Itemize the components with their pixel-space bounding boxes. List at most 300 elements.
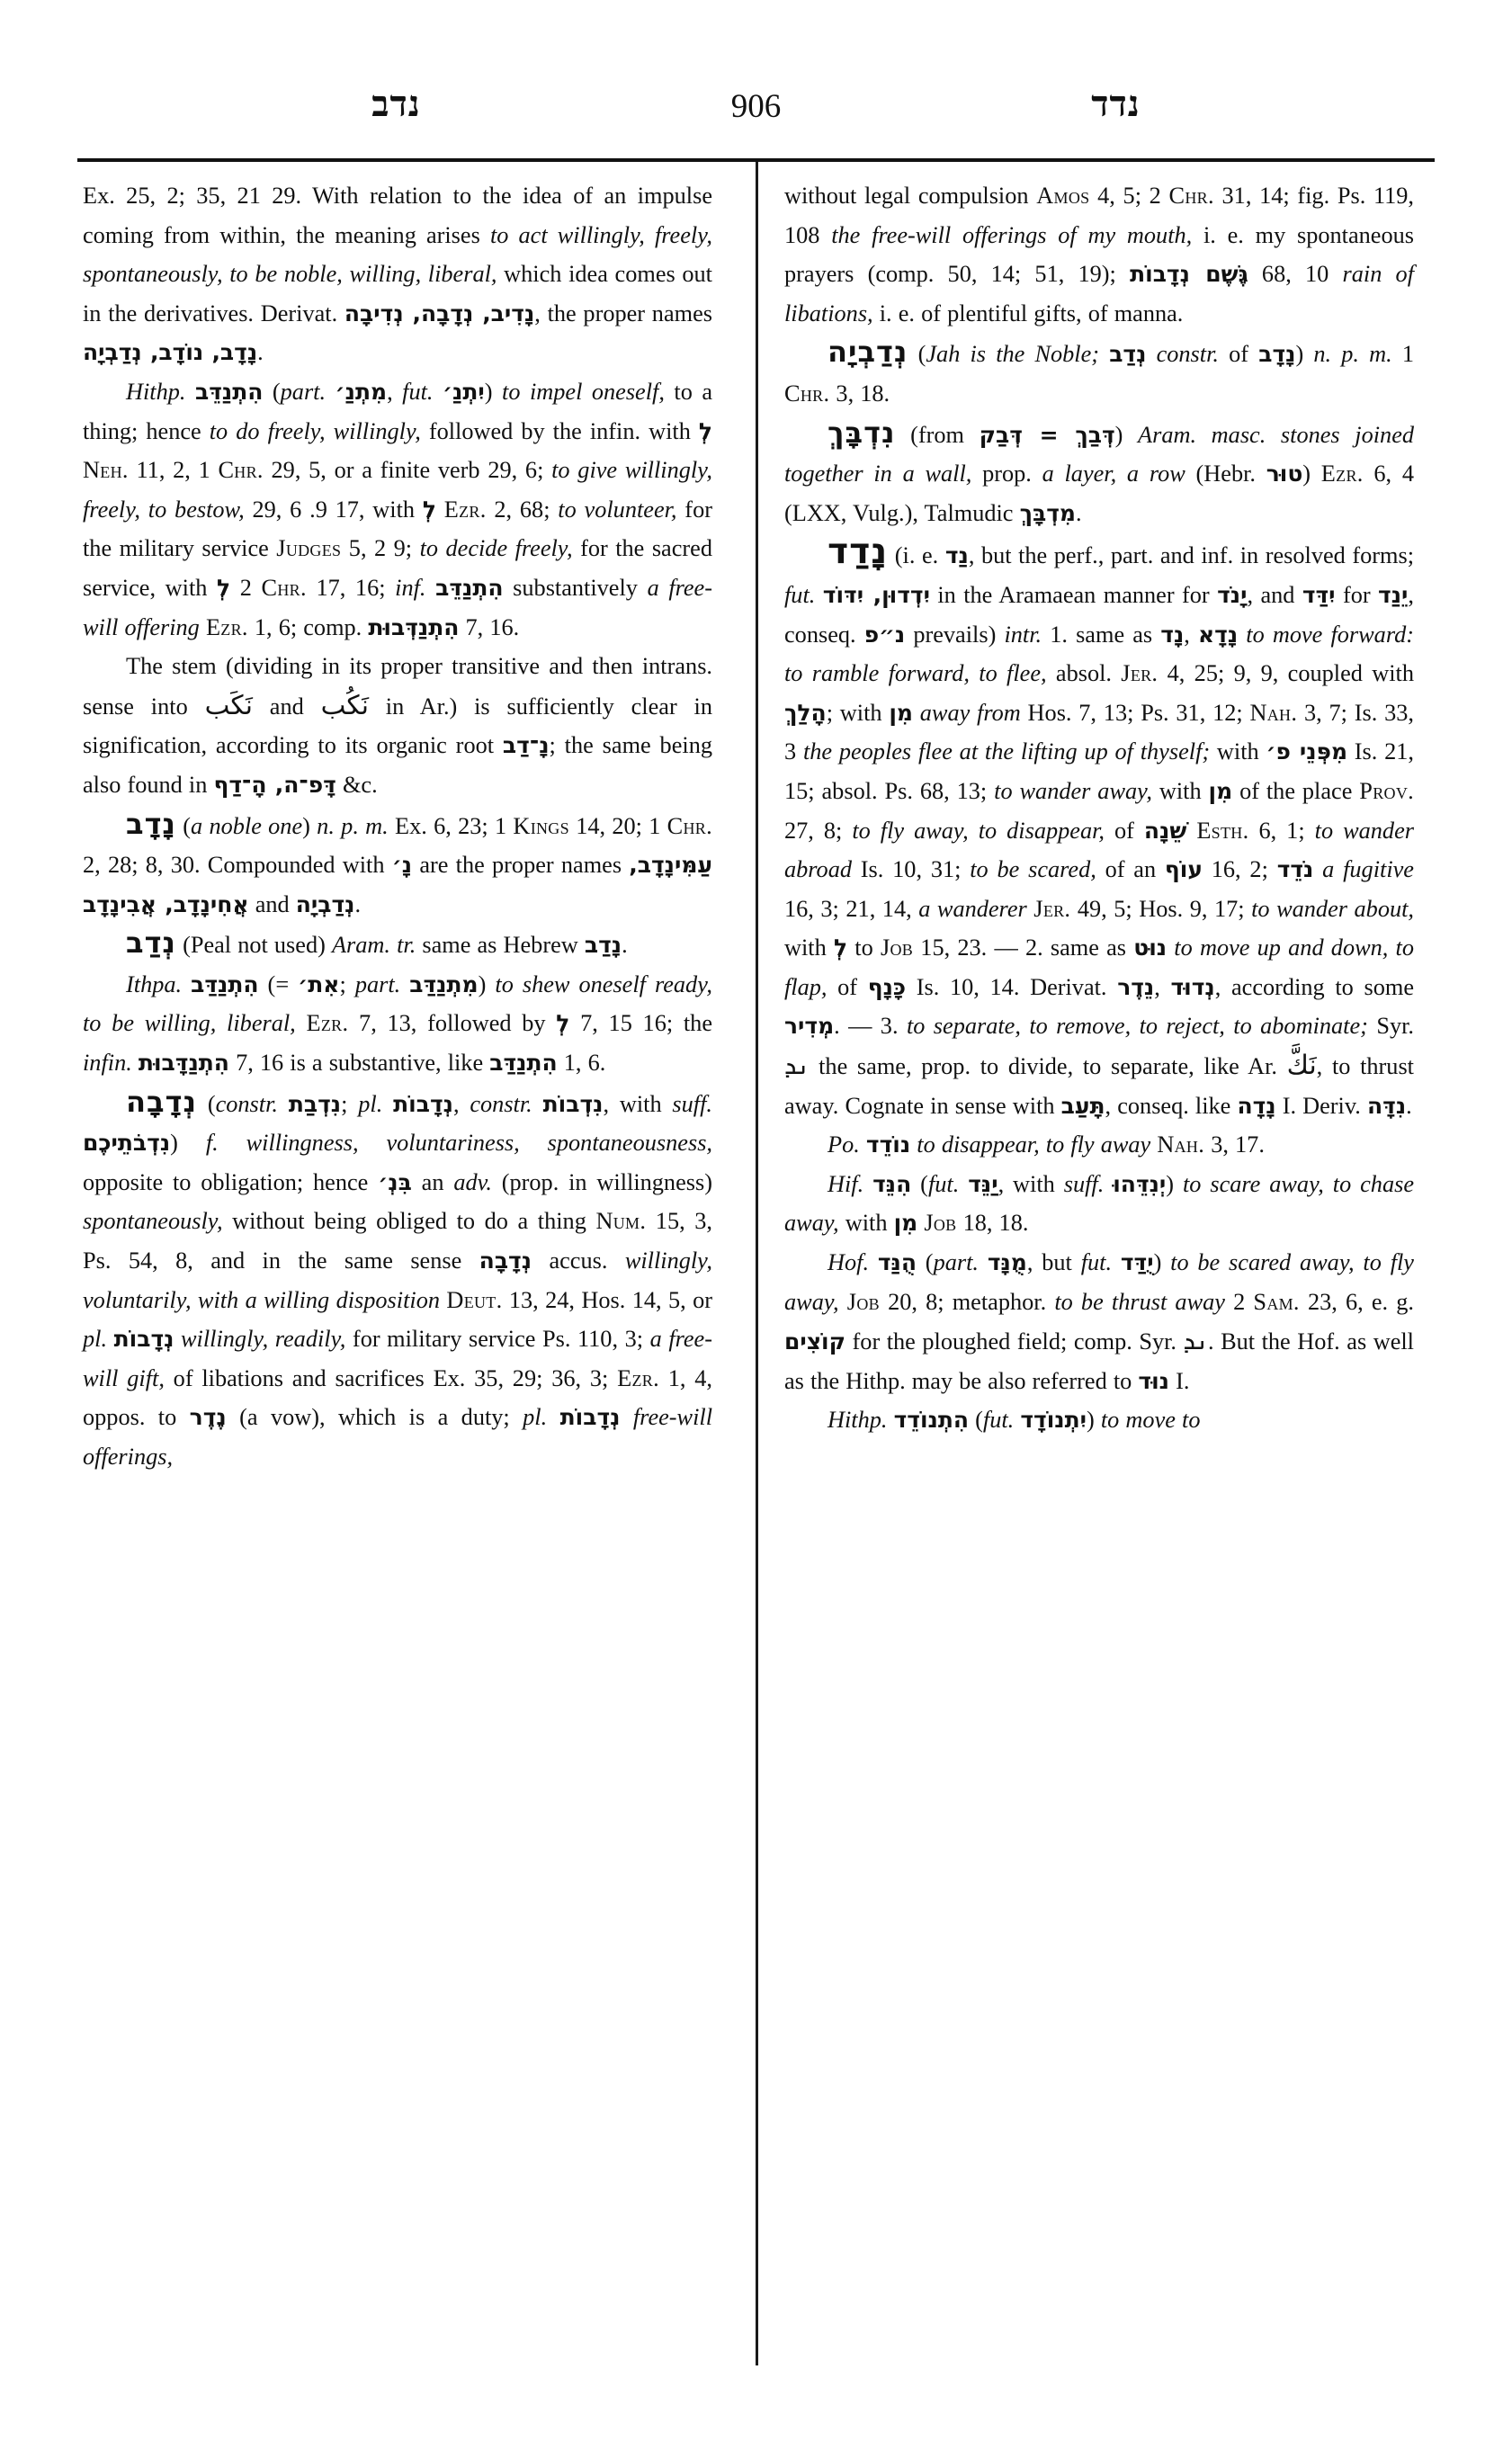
hebrew-headword: נְדָבָה [126, 1084, 197, 1119]
bible-abbrev: Sam. [1253, 1288, 1300, 1315]
hebrew-word: דָּפ־ה, הָ־דַף [213, 771, 336, 798]
text-run: ) [1087, 1407, 1101, 1434]
text-run [107, 1326, 114, 1352]
hebrew-word: יִתְנוֹדָד [1020, 1407, 1087, 1434]
text-run: . [1406, 1092, 1412, 1119]
hebrew-word: נָדָה [1237, 1092, 1276, 1119]
text-run [532, 1091, 543, 1117]
hebrew-word: אִת׳ [298, 970, 340, 997]
text-run: 7, 16. [459, 613, 520, 640]
text-run: i. e. my spontaneous prayers (comp. 50, 14; 51, 19); [784, 221, 1415, 288]
text-run: (Hebr. [1185, 460, 1266, 487]
text-run: 1. same as [1042, 621, 1161, 648]
hebrew-word: נֵדֶר [1117, 973, 1155, 1000]
bible-abbrev: Chr. [1168, 183, 1214, 209]
bible-abbrev: Ezr. [617, 1364, 659, 1391]
italic-gloss: a noble one [191, 812, 303, 839]
text-run: (i. e. [888, 542, 945, 569]
text-run [863, 1171, 872, 1197]
italic-gloss: to decide freely, [419, 535, 573, 562]
italic-gloss: fut. [784, 581, 816, 608]
text-run: The stem (dividing in its proper transitive and then intrans. sense into [83, 653, 712, 720]
italic-gloss: suff. [1063, 1170, 1105, 1197]
page-number: 906 [730, 88, 782, 125]
bible-abbrev: Kings [513, 812, 569, 839]
italic-gloss: to move forward: to ramble forward, to flee, [784, 621, 1414, 687]
italic-gloss: n. p. m. [317, 812, 389, 839]
text-run: ) [1166, 1170, 1183, 1197]
text-run: substantively [503, 574, 648, 601]
hebrew-word: עַמִּינָדָב, אֲחִינָדָב, אֲבִינָדָב [83, 852, 712, 917]
text-run: 6, 1; [1248, 817, 1315, 844]
text-run: (prop. in willingness) [491, 1168, 712, 1195]
italic-gloss: inf. [395, 574, 426, 601]
hebrew-word: נִדְבוֹת [542, 1090, 604, 1117]
bible-abbrev: Job [880, 934, 914, 961]
syriac-word: ܢܕ [1183, 1326, 1208, 1356]
italic-gloss: to move up and down, to flap, [784, 934, 1415, 1000]
italic-gloss: free-will offerings, [83, 1404, 712, 1470]
bible-abbrev: Jer. [1121, 660, 1159, 687]
arabic-word: نَكَب [204, 689, 253, 720]
text-run: 27, 8; [784, 817, 853, 844]
text-run: with [784, 934, 834, 961]
italic-gloss: part. [354, 970, 401, 997]
italic-gloss: suff. [672, 1090, 712, 1117]
text-run: (Peal not used) [175, 932, 332, 959]
arabic-word: نَكَّ [1286, 1050, 1317, 1081]
text-run: 15, 23. — 2. same as [913, 934, 1134, 961]
text-run: . [257, 339, 264, 366]
text-run: for the ploughed field; comp. Syr. [845, 1328, 1184, 1355]
text-run: 14, 20; 1 [568, 812, 667, 839]
italic-gloss: to give willingly, freely, to bestow, [83, 457, 712, 523]
hebrew-word: נִדָּה [1366, 1092, 1407, 1119]
text-run: , [1184, 621, 1198, 648]
running-head-right-headword: נדד [1091, 84, 1141, 124]
italic-gloss: to do freely, willingly, [209, 417, 421, 444]
italic-gloss: Aram. tr. [331, 932, 416, 959]
text-run [887, 1407, 893, 1433]
text-run: 1, 4, oppos. to [83, 1364, 712, 1431]
text-run: opposite to obligation; hence [83, 1168, 379, 1195]
text-run: ( [917, 1249, 934, 1276]
italic-gloss: Hithp. [828, 1407, 888, 1434]
italic-gloss: to fly away, to disappear, [852, 817, 1105, 844]
text-run: Ex. 25, 2; 35, 21 29. With relation to the idea of an impulse coming from within, the meaning arises [83, 183, 712, 248]
text-run: 68, 10 [1248, 261, 1343, 288]
text-run: . — 3. [834, 1013, 907, 1040]
text-run: 2, 28; 8, 30. Compounded with [83, 852, 392, 879]
text-run: to a thing; hence [83, 378, 713, 444]
italic-gloss: to be scared away, to fly away, [784, 1249, 1414, 1315]
hebrew-word: מִן [889, 699, 913, 726]
text-run: 16, 2; [1202, 856, 1277, 883]
hebrew-word: נְדַב [1109, 341, 1147, 368]
text-run [547, 1404, 559, 1430]
italic-gloss: to be thrust away [1054, 1288, 1225, 1315]
text-run: 16, 3; 21, 14, [784, 895, 919, 922]
text-run [382, 1091, 393, 1117]
hebrew-word: יֵנַד [1378, 581, 1409, 608]
bible-abbrev: Chr. [784, 380, 830, 407]
text-run: absol. [1046, 660, 1122, 687]
bible-abbrev: Num. [595, 1208, 647, 1235]
text-run: 29, 5, or a finite verb 29, 6; [263, 457, 552, 484]
text-run: with [1210, 738, 1266, 765]
text-run: of an [1096, 856, 1165, 883]
column-divider-rule [756, 162, 758, 2365]
entry-paragraph [83, 805, 712, 925]
bible-abbrev: Ezr. [1320, 460, 1364, 487]
italic-gloss: willingly, voluntarily, with a willing disposition [83, 1247, 712, 1313]
text-run: are the proper names [412, 852, 630, 879]
text-run: I. [1169, 1367, 1190, 1394]
bible-abbrev: Jer. [1033, 895, 1071, 922]
text-run: 23, 6, e. g. [1299, 1288, 1414, 1315]
italic-gloss: Hithp. [126, 378, 186, 405]
text-run [1099, 341, 1109, 367]
text-run: ( [969, 1407, 983, 1434]
text-run: 3, 18. [829, 380, 890, 407]
hebrew-word: יִדַּד [1302, 581, 1336, 608]
hebrew-word: לְ [217, 574, 231, 601]
text-run [326, 379, 335, 405]
text-run: with [1151, 777, 1209, 804]
entry-paragraph [784, 1243, 1414, 1400]
text-run [174, 1326, 181, 1352]
text-run [532, 1247, 549, 1274]
bible-abbrev: Neh. [83, 457, 129, 484]
italic-gloss: Hof. [828, 1249, 870, 1276]
hebrew-word: נְדָבָה [479, 1247, 532, 1274]
text-run: for military service Ps. 110, 3; [345, 1326, 650, 1353]
text-run: ( [263, 378, 281, 405]
bible-abbrev: Esth. [1196, 817, 1249, 844]
text-run: 4, 5; 2 [1089, 183, 1169, 209]
hebrew-word: יִדְדוּן, יִדּוֹד [822, 581, 930, 608]
italic-gloss: to be scared, [970, 856, 1096, 883]
text-run [200, 614, 206, 640]
italic-gloss: to shew oneself ready, to be willing, liberal, [83, 970, 712, 1037]
italic-gloss: the free-will offerings of my mouth, [831, 221, 1193, 248]
text-run: and [248, 890, 296, 917]
italic-gloss: away from [919, 699, 1021, 726]
text-run: to [847, 934, 881, 961]
text-run: and [252, 693, 321, 720]
hebrew-headword: נְדַבְיָה [828, 335, 908, 370]
text-run [913, 700, 920, 726]
hebrew-word: כָּנָף [867, 973, 907, 1000]
italic-gloss: a free-will gift, [83, 1326, 712, 1391]
entry-paragraph [83, 647, 712, 804]
italic-gloss: willingly, readily, [181, 1326, 346, 1353]
hebrew-word: תָּעַב [1060, 1092, 1105, 1119]
text-run [296, 1010, 307, 1036]
text-run: prevails) [905, 621, 1005, 648]
italic-gloss: fut. [1080, 1249, 1113, 1276]
text-run [620, 1404, 632, 1430]
text-run: 5, 2 9; [341, 535, 420, 562]
hebrew-word: נָדַב [584, 932, 622, 959]
text-run: 29, 6 .9 17, with [244, 496, 423, 523]
text-run: , with [998, 1170, 1064, 1197]
hebrew-word: מִדְבָּךְ [1019, 499, 1076, 526]
italic-gloss: to impel oneself, [502, 378, 665, 405]
italic-gloss: to separate, to remove, to reject, to abominate; [906, 1013, 1368, 1040]
text-run: . [622, 932, 628, 959]
italic-gloss: the peoples flee at the lifting up of thyself; [802, 738, 1211, 765]
text-run [607, 1247, 624, 1274]
text-run: 3, 17. [1204, 1131, 1265, 1158]
text-run [1186, 818, 1196, 844]
text-run: i. e. of plentiful gifts, of manna. [872, 300, 1184, 326]
hebrew-word: הָלַךְ [784, 699, 827, 726]
syriac-word: ܢܕ [784, 1051, 810, 1081]
hebrew-word: מִן [1208, 777, 1233, 804]
text-run [979, 1249, 988, 1275]
italic-gloss: to disappear, to fly away [917, 1131, 1151, 1158]
hebrew-headword: נָדָב [126, 806, 176, 841]
text-run: ) [1295, 341, 1314, 368]
italic-gloss: to wander away, [994, 777, 1152, 804]
hebrew-word: נָדִיב, נְדָבָה, נְדִיבָה [344, 300, 535, 326]
italic-gloss: Po. [828, 1131, 860, 1158]
hebrew-word: מִתְנַ׳ [335, 378, 388, 405]
hebrew-word: הִתְנַדֵּב [194, 378, 264, 405]
hebrew-word: מִן [893, 1210, 918, 1237]
hebrew-word: נֹדֵד [1276, 856, 1314, 883]
hebrew-word: יִתְנַ׳ [442, 378, 485, 405]
italic-gloss: pl. [523, 1404, 548, 1431]
text-run: Is. 21, 15; absol. Ps. 68, 13; [784, 738, 1415, 804]
text-run: (= [258, 970, 299, 997]
hebrew-word: נָ־דַב [502, 732, 550, 759]
hebrew-word: הֻנַּד [877, 1249, 917, 1276]
text-run: 1, 6; comp. [247, 613, 369, 640]
text-run: 49, 5; Hos. 9, 17; [1070, 895, 1252, 922]
text-run: 17, 16; [306, 574, 396, 601]
entry-paragraph [784, 333, 1414, 413]
entry-paragraph [83, 176, 712, 372]
hebrew-word: נָד [1160, 621, 1185, 648]
text-run: with [838, 1210, 894, 1237]
italic-gloss: intr. [1004, 621, 1042, 648]
text-run: Syr. [1367, 1013, 1414, 1040]
text-run: 15, 3, Ps. 54, 8, and in the same sense [83, 1208, 712, 1274]
text-run: , [452, 1090, 470, 1117]
text-run: ) [170, 1130, 206, 1157]
text-run: of libations and sacrifices Ex. 35, 29; 36, 3; [164, 1364, 618, 1391]
italic-gloss: a fugitive [1322, 856, 1414, 883]
text-run: accus. [549, 1247, 608, 1274]
hebrew-word: נְדָבוֹת [559, 1404, 621, 1431]
entry-paragraph [83, 372, 712, 647]
left-column [83, 176, 712, 1477]
hebrew-word: מִתְנַדַּב [409, 970, 479, 997]
text-run: ) [1302, 460, 1321, 487]
hebrew-word: נִדְבַת [288, 1090, 342, 1117]
hebrew-word: לְ [833, 934, 848, 961]
bible-abbrev: Judges [276, 535, 342, 562]
italic-gloss: fut. [402, 378, 434, 405]
entry-paragraph [83, 924, 712, 965]
hebrew-word: מִפְּנֵי פ׳ [1266, 738, 1348, 765]
text-run: (a vow), which is a duty; [226, 1404, 523, 1431]
italic-gloss: a free-will offering [83, 574, 712, 640]
hebrew-word: נְדַבְיָה [295, 890, 355, 917]
text-run: ( [175, 812, 192, 839]
hebrew-word: נָ׳ [391, 852, 413, 879]
text-run: prop. [971, 460, 1042, 487]
italic-gloss: pl. [83, 1326, 108, 1353]
italic-gloss: Ithpa. [126, 970, 183, 997]
italic-gloss: part. [280, 378, 327, 405]
text-run [400, 971, 409, 997]
entry-paragraph [784, 532, 1414, 1125]
hebrew-word: לְ [698, 417, 712, 444]
text-run: 13, 24, Hos. 14, 5, or [502, 1286, 712, 1313]
hebrew-word: גֶּשֶׁם נְדָבוֹת [1130, 261, 1248, 288]
entry-paragraph [784, 1400, 1414, 1440]
hebrew-word: שֵׁנָה [1143, 817, 1187, 844]
text-run: ) [484, 378, 503, 405]
text-run: ) [302, 812, 318, 839]
italic-gloss: stones joined together in a wall, [784, 421, 1415, 487]
text-run [1238, 621, 1246, 648]
text-run: ( [911, 1170, 928, 1197]
text-run: , but the perf., part. and inf. in resolved forms; [968, 542, 1415, 569]
hebrew-word: נָדָא [1197, 621, 1239, 648]
italic-gloss: to scare away, to chase away, [784, 1170, 1415, 1237]
text-run: 7, 13, followed by [348, 1010, 557, 1037]
text-run: of [1105, 817, 1144, 844]
text-run: 4, 25; 9, 9, coupled with [1158, 660, 1414, 687]
italic-gloss: a layer, a row [1042, 460, 1185, 487]
hebrew-word: הִתְנַדַּב [489, 1050, 558, 1077]
hebrew-word: יַנֵּד [968, 1170, 998, 1197]
text-run: ( [197, 1090, 216, 1117]
italic-gloss: part. [933, 1249, 979, 1276]
text-run: . [1076, 499, 1082, 526]
entry-paragraph [784, 1165, 1414, 1243]
text-run [433, 379, 442, 405]
italic-gloss: rain of libations, [784, 261, 1415, 326]
hebrew-word: הִתְנוֹדֵד [893, 1407, 970, 1434]
italic-gloss: to wander abroad [784, 817, 1414, 883]
text-run: 31, 14; fig. Ps. 119, 108 [784, 183, 1414, 248]
text-run: I. Deriv. [1275, 1092, 1367, 1119]
text-run: followed by the infin. with [420, 417, 699, 444]
right-column [784, 176, 1414, 1440]
text-run: ; with [826, 699, 890, 726]
text-run: 6, 4 (LXX, Vulg.), Talmudic [784, 460, 1414, 526]
italic-gloss: constr. [470, 1090, 532, 1117]
text-run: , [387, 378, 403, 405]
hebrew-word: יָנֹד [1217, 581, 1248, 608]
text-run: 1, 6. [557, 1050, 606, 1077]
italic-gloss: Hif. [828, 1170, 864, 1197]
italic-gloss: Jah is the Noble; [926, 341, 1100, 368]
text-run: 18, 18. [956, 1210, 1029, 1237]
bible-abbrev: Job [846, 1288, 880, 1315]
entry-paragraph [784, 176, 1414, 333]
hebrew-word: יֻדַּד [1120, 1249, 1154, 1276]
bible-abbrev: Deut. [446, 1286, 503, 1313]
text-run: of the place [1232, 777, 1360, 804]
running-head [77, 86, 1435, 151]
text-run: 7, 15 16; the [569, 1010, 713, 1037]
text-run [860, 1131, 866, 1158]
text-run: for the sacred service, with [83, 535, 712, 601]
text-run: 20, 8; metaphor. [879, 1288, 1055, 1315]
text-run: 2, 68; [486, 496, 559, 523]
hebrew-word: נָדָב, נוֹדָב, נְדַבְיָה [83, 339, 258, 366]
bible-abbrev: Chr. [218, 457, 264, 484]
text-run: for [1335, 581, 1379, 608]
text-run: 1 [1391, 341, 1415, 368]
hebrew-word: נְדָבוֹת [393, 1090, 453, 1117]
text-run: Is. 10, 14. Derivat. [906, 973, 1118, 1000]
arabic-word: نَكُب [320, 689, 369, 720]
text-run: , but [1026, 1249, 1081, 1276]
text-run: , conseq. like [1105, 1092, 1238, 1119]
text-run: (from [895, 421, 980, 448]
text-run [425, 575, 435, 601]
text-run: which idea comes out in the derivatives. Derivat. [83, 261, 712, 326]
text-run: 11, 2, 1 [128, 457, 219, 484]
text-run: &c. [336, 771, 378, 798]
italic-gloss: constr. [1156, 341, 1219, 368]
hebrew-word: הִתְנַדַּב [191, 970, 259, 997]
hebrew-word: מֻנָּד [987, 1249, 1027, 1276]
hebrew-word: נוּד [1138, 1367, 1169, 1394]
italic-gloss: to move to [1100, 1407, 1201, 1434]
text-run: , according to some [1214, 973, 1414, 1000]
text-run: , and [1247, 581, 1302, 608]
text-run [959, 1171, 968, 1197]
text-run [436, 496, 444, 523]
italic-gloss: Aram. masc. [1138, 421, 1266, 448]
text-run: in the Aramaean manner for [929, 581, 1218, 608]
bible-abbrev: Ezr. [443, 496, 487, 523]
text-run: the same, prop. to divide, to separate, like Ar. [809, 1053, 1287, 1080]
hebrew-word: נְדוּד [1170, 973, 1215, 1000]
text-run: . But the Hof. as well as the Hithp. may be also referred to [784, 1328, 1414, 1394]
hebrew-word: נְדָבוֹת [113, 1326, 174, 1353]
text-run: ) [1114, 421, 1139, 448]
hebrew-word: נוּט [1133, 934, 1168, 961]
hebrew-word: נ״פ [863, 621, 906, 648]
entry-paragraph [83, 1083, 712, 1477]
hebrew-word: מְדִיר [784, 1013, 835, 1040]
text-run: , with [603, 1090, 673, 1117]
text-run: , conseq. [784, 581, 1414, 648]
text-run [278, 1091, 289, 1117]
italic-gloss: constr. [215, 1090, 278, 1117]
italic-gloss: to volunteer, [558, 496, 677, 523]
entry-paragraph [784, 414, 1414, 533]
text-run: same as Hebrew [416, 932, 585, 959]
bible-abbrev: Nah. [1249, 699, 1298, 726]
bible-abbrev: Ezr. [306, 1010, 349, 1037]
hebrew-word: בִּנְ׳ [378, 1168, 412, 1195]
text-run: without being obliged to do a thing [222, 1208, 596, 1235]
text-run: ; the same being also found in [83, 732, 712, 798]
text-run: of [827, 973, 868, 1000]
text-run [1266, 422, 1281, 448]
hebrew-word: לְ [556, 1010, 570, 1037]
